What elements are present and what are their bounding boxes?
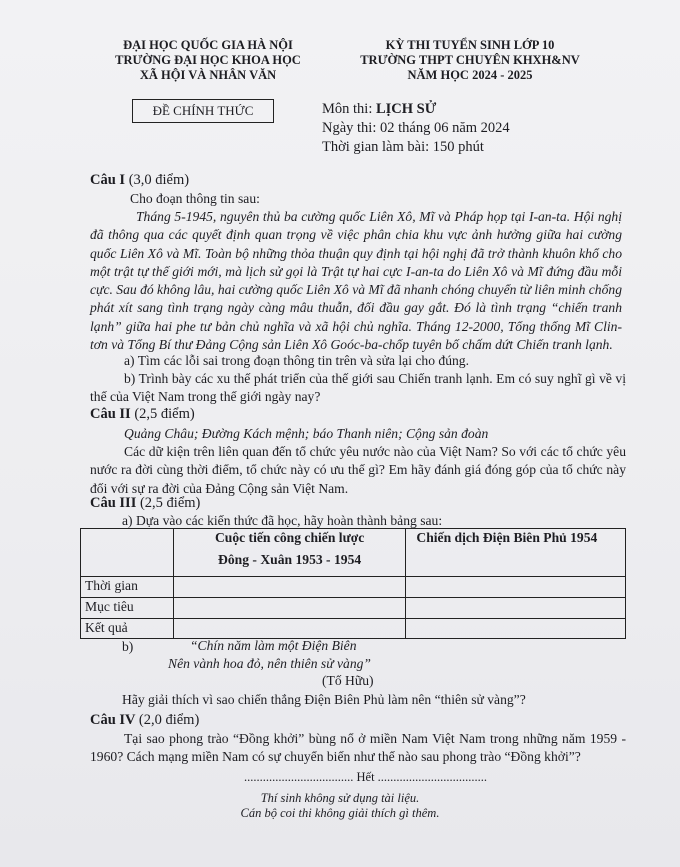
question-4-question: Tại sao phong trào “Đồng khởi” bùng nổ ở miền Nam Việt Nam trong những năm 1959 - 1960? Cách mạng miền Nam có sự chuyển biến như thế nào sau phong trào “Đồng khởi”? — [90, 731, 626, 765]
table-cell-blank[interactable] — [406, 598, 626, 619]
row-label-time: Thời gian — [81, 577, 174, 598]
question-3-title — [90, 495, 200, 512]
question-3-a: a) Dựa vào các kiến thức đã học, hãy hoàn thành bảng sau: — [122, 513, 443, 528]
table-header-campaign — [173, 529, 406, 577]
poem-author: (Tố Hữu) — [322, 673, 374, 688]
footer-note-2: Cán bộ coi thi không giải thích gì thêm. — [240, 806, 440, 820]
row-label-result: Kết quả — [81, 619, 174, 639]
question-3-b-label: b) — [122, 639, 134, 654]
question-4-title — [90, 712, 199, 729]
question-2-keywords: Quảng Châu; Đường Kách mệnh; báo Thanh niên; Cộng sản đoàn — [124, 426, 489, 441]
table-cell-blank[interactable] — [173, 577, 406, 598]
end-mark: ................................... Hết ................................... — [244, 770, 488, 784]
exam-date: Ngày thi: 02 tháng 06 năm 2024 — [322, 120, 510, 136]
question-1-a: a) Tìm các lỗi sai trong đoạn thông tin trên và sửa lại cho đúng. — [124, 353, 469, 368]
exam-info — [322, 100, 510, 157]
question-2-title — [90, 406, 195, 423]
footer-notes — [200, 791, 480, 821]
question-3-label: Câu III — [90, 495, 137, 511]
exam-subject-line — [322, 100, 510, 119]
question-3-points: (2,5 điểm) — [139, 495, 201, 511]
question-1-passage: Tháng 5-1945, nguyên thủ ba cường quốc Liên Xô, Mĩ và Pháp họp tại I-an-ta. Hội nghị đã thông qua các quyết định quan trọng về việc phân chia khu vực ảnh hưởng giữa hai cường quốc Liên Xô và Mĩ. Toàn bộ những thỏa thuận quy định tại hội nghị đã trở thành khuôn khổ cho một trật tự thế giới mới, mà lịch sử gọi là Trật tự hai cực I-an-ta do Liên Xô và Mĩ đứng đầu mỗi cực. Sau đó không lâu, hai cường quốc Liên Xô và Mĩ đã nhanh chóng chuyển từ liên minh chống phát xít sang tình trạng ngày càng mâu thuẫn, đối đầu gay gắt. Đó là tình trạng “chiến tranh lạnh” giữa hai phe tư bản chủ nghĩa và xã hội chủ nghĩa. Tháng 12-2000, Tổng thống Mĩ Clin-tơn và Tổng Bí thư Đảng Cộng sản Liên Xô Goóc-ba-chốp tuyên bố chấm dứt Chiến tranh lạnh. — [90, 209, 622, 353]
exam-duration: Thời gian làm bài: 150 phút — [322, 139, 484, 155]
question-4-label: Câu IV — [90, 712, 136, 728]
table-cell-blank[interactable] — [406, 619, 626, 639]
campaign-header-line1: Cuộc tiến công chiến lược — [214, 530, 365, 545]
question-1-title — [90, 172, 189, 189]
question-3-b: Hãy giải thích vì sao chiến thắng Điện Biên Phủ làm nên “thiên sử vàng”? — [122, 692, 526, 707]
question-2-question: Các dữ kiện trên liên quan đến tổ chức yêu nước nào của Việt Nam? So với các tổ chức yêu nước ra đời cùng thời điểm, tổ chức này có ưu thế gì? Em hãy đánh giá đóng góp của tổ chức này đối với sự ra đời của Đảng Cộng sản Việt Nam. — [90, 444, 626, 496]
question-2-points: (2,5 điểm) — [134, 406, 195, 422]
table-row — [81, 619, 626, 639]
poem-line-1: “Chín năm làm một Điện Biên — [190, 638, 357, 653]
school-name-line2: XÃ HỘI VÀ NHÂN VĂN — [139, 68, 277, 82]
question-1-points: (3,0 điểm) — [128, 172, 190, 188]
table-header-row — [81, 529, 626, 577]
footer-note-1: Thí sinh không sử dụng tài liệu. — [260, 791, 420, 805]
answer-table — [80, 528, 626, 639]
question-1-b: b) Trình bày các xu thế phát triển của thế giới sau Chiến tranh lạnh. Em có suy nghĩ gì về vị thế của Việt Nam trong thế giới ngày nay? — [90, 371, 626, 405]
school-year: NĂM HỌC 2024 - 2025 — [407, 68, 533, 82]
exam-school: TRƯỜNG THPT CHUYÊN KHXH&NV — [360, 53, 580, 67]
table-cell-blank[interactable] — [173, 598, 406, 619]
table-cell-blank[interactable] — [173, 619, 406, 639]
exam-name: KỲ THI TUYỂN SINH LỚP 10 — [385, 38, 555, 52]
official-exam-box: ĐỀ CHÍNH THỨC — [132, 99, 274, 123]
row-label-objective: Mục tiêu — [81, 598, 174, 619]
subject-label: Môn thi: — [322, 101, 373, 117]
poem-line-2: Nên vành hoa đỏ, nên thiên sử vàng” — [168, 656, 371, 671]
question-4-points: (2,0 điểm) — [138, 712, 200, 728]
header-right — [340, 38, 600, 83]
subject-name: LỊCH SỬ — [375, 101, 437, 117]
question-1-intro: Cho đoạn thông tin sau: — [130, 191, 260, 206]
school-name-line1: TRƯỜNG ĐẠI HỌC KHOA HỌC — [115, 53, 301, 67]
table-corner-cell — [81, 529, 174, 577]
question-1-label: Câu I — [90, 172, 126, 188]
campaign-header-line2: Đông - Xuân 1953 - 1954 — [218, 552, 362, 567]
table-header-dienbienphu: Chiến dịch Điện Biên Phủ 1954 — [406, 529, 626, 577]
header-left — [92, 38, 324, 83]
question-2-label: Câu II — [90, 406, 131, 422]
table-row — [81, 598, 626, 619]
table-cell-blank[interactable] — [406, 577, 626, 598]
university-name: ĐẠI HỌC QUỐC GIA HÀ NỘI — [123, 38, 293, 52]
table-row — [81, 577, 626, 598]
